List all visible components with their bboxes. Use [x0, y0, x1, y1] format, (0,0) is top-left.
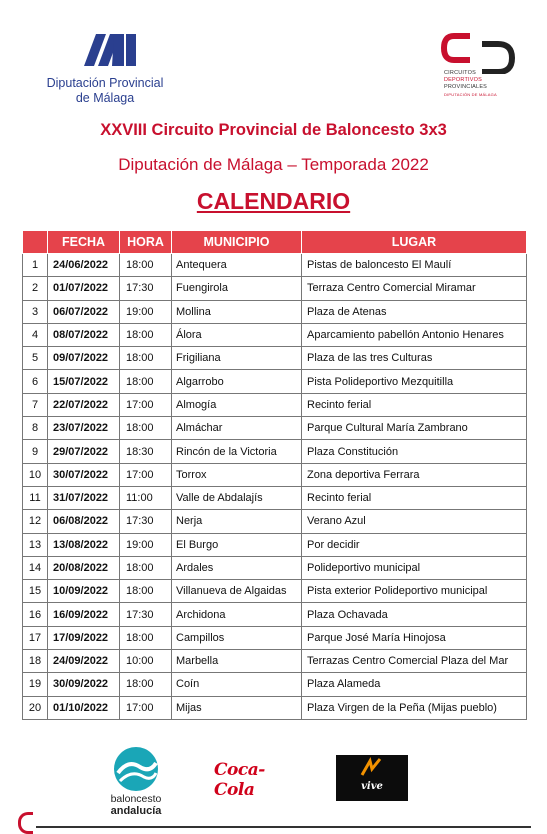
row-municipio: Almogía [172, 393, 302, 416]
row-hora: 17:00 [120, 696, 172, 719]
row-municipio: Coín [172, 673, 302, 696]
row-lugar: Polideportivo municipal [302, 556, 527, 579]
row-fecha: 01/07/2022 [48, 277, 120, 300]
row-lugar: Recinto ferial [302, 393, 527, 416]
table-row [23, 626, 527, 649]
row-hora: 17:30 [120, 277, 172, 300]
row-lugar: Pista Polideportivo Mezquitilla [302, 370, 527, 393]
table-row [23, 556, 527, 579]
row-municipio: Torrox [172, 463, 302, 486]
circuitos-line3: PROVINCIALES [444, 84, 488, 90]
row-fecha: 23/07/2022 [48, 417, 120, 440]
row-lugar: Aparcamiento pabellón Antonio Henares [302, 323, 527, 346]
row-fecha: 13/08/2022 [48, 533, 120, 556]
row-number: 5 [23, 347, 48, 370]
row-hora: 18:30 [120, 440, 172, 463]
table-row [23, 347, 527, 370]
row-lugar: Plaza Constitución [302, 440, 527, 463]
baloncesto-wave-icon [96, 745, 176, 793]
header-municipio: MUNICIPIO [172, 231, 302, 254]
row-lugar: Plaza de Atenas [302, 300, 527, 323]
row-number: 11 [23, 486, 48, 509]
row-number: 12 [23, 510, 48, 533]
header-hora: HORA [120, 231, 172, 254]
row-hora: 18:00 [120, 580, 172, 603]
diputacion-logo [40, 26, 180, 108]
row-fecha: 08/07/2022 [48, 323, 120, 346]
diputacion-logo-line2: de Málaga [75, 91, 135, 105]
row-lugar: Por decidir [302, 533, 527, 556]
row-number: 15 [23, 580, 48, 603]
row-fecha: 01/10/2022 [48, 696, 120, 719]
row-number: 14 [23, 556, 48, 579]
row-lugar: Zona deportiva Ferrara [302, 463, 527, 486]
diputacion-logo-text [40, 76, 170, 106]
row-lugar: Plaza de las tres Culturas [302, 347, 527, 370]
table-row [23, 463, 527, 486]
row-municipio: El Burgo [172, 533, 302, 556]
row-lugar: Parque Cultural María Zambrano [302, 417, 527, 440]
calendar-heading: CALENDARIO [196, 188, 351, 214]
row-municipio: Frigiliana [172, 347, 302, 370]
vive-mark-icon [336, 755, 408, 781]
row-fecha: 22/07/2022 [48, 393, 120, 416]
row-number: 4 [23, 323, 48, 346]
header-fecha: FECHA [48, 231, 120, 254]
row-number: 10 [23, 463, 48, 486]
row-hora: 17:00 [120, 463, 172, 486]
row-municipio: Mijas [172, 696, 302, 719]
header-num [23, 231, 48, 254]
row-municipio: Campillos [172, 626, 302, 649]
row-municipio: Álora [172, 323, 302, 346]
table-row [23, 440, 527, 463]
footer-rule [36, 826, 531, 828]
circuitos-line2: DEPORTIVOS [444, 77, 482, 83]
row-lugar: Pistas de baloncesto El Maulí [302, 254, 527, 277]
row-lugar: Plaza Virgen de la Peña (Mijas pueblo) [302, 696, 527, 719]
row-number: 1 [23, 254, 48, 277]
table-row [23, 417, 527, 440]
row-municipio: Archidona [172, 603, 302, 626]
row-hora: 18:00 [120, 673, 172, 696]
row-fecha: 16/09/2022 [48, 603, 120, 626]
row-hora: 17:30 [120, 510, 172, 533]
row-fecha: 20/08/2022 [48, 556, 120, 579]
footer-c-mark [18, 812, 33, 834]
row-number: 16 [23, 603, 48, 626]
row-fecha: 15/07/2022 [48, 370, 120, 393]
circuitos-cd-mark-icon [440, 30, 532, 74]
table-row [23, 370, 527, 393]
table-row [23, 533, 527, 556]
row-fecha: 29/07/2022 [48, 440, 120, 463]
row-municipio: Marbella [172, 650, 302, 673]
table-row [23, 673, 527, 696]
row-hora: 18:00 [120, 417, 172, 440]
row-fecha: 24/06/2022 [48, 254, 120, 277]
row-municipio: Mollina [172, 300, 302, 323]
vive-text: vive [361, 781, 383, 792]
diputacion-logo-line1: Diputación Provincial [46, 76, 164, 90]
table-row [23, 603, 527, 626]
circuitos-logo-text [444, 70, 497, 98]
row-municipio: Fuengirola [172, 277, 302, 300]
table-row [23, 254, 527, 277]
row-municipio: Nerja [172, 510, 302, 533]
row-fecha: 09/07/2022 [48, 347, 120, 370]
row-fecha: 30/07/2022 [48, 463, 120, 486]
row-lugar: Plaza Ochavada [302, 603, 527, 626]
row-number: 2 [23, 277, 48, 300]
table-row [23, 393, 527, 416]
table-header-row [23, 231, 527, 254]
row-lugar: Terrazas Centro Comercial Plaza del Mar [302, 650, 527, 673]
row-number: 3 [23, 300, 48, 323]
circuitos-line4: DIPUTACIÓN DE MÁLAGA [444, 92, 497, 97]
row-hora: 11:00 [120, 486, 172, 509]
row-number: 20 [23, 696, 48, 719]
vive-logo [336, 755, 408, 801]
tournament-title: XXVIII Circuito Provincial de Baloncesto 3x3 [100, 121, 447, 139]
table-row [23, 696, 527, 719]
baloncesto-line2: andalucía [110, 805, 162, 817]
row-number: 19 [23, 673, 48, 696]
row-lugar: Plaza Alameda [302, 673, 527, 696]
row-hora: 18:00 [120, 323, 172, 346]
row-lugar: Verano Azul [302, 510, 527, 533]
row-lugar: Pista exterior Polideportivo municipal [302, 580, 527, 603]
row-number: 17 [23, 626, 48, 649]
season-subtitle: Diputación de Málaga – Temporada 2022 [118, 155, 429, 174]
row-number: 13 [23, 533, 48, 556]
row-municipio: Ardales [172, 556, 302, 579]
row-fecha: 06/07/2022 [48, 300, 120, 323]
table-row [23, 323, 527, 346]
row-hora: 18:00 [120, 556, 172, 579]
row-hora: 18:00 [120, 370, 172, 393]
circuitos-deportivos-logo [440, 30, 532, 108]
row-hora: 19:00 [120, 300, 172, 323]
row-hora: 18:00 [120, 347, 172, 370]
row-hora: 18:00 [120, 626, 172, 649]
table-row [23, 510, 527, 533]
row-lugar: Parque José María Hinojosa [302, 626, 527, 649]
row-municipio: Antequera [172, 254, 302, 277]
row-hora: 10:00 [120, 650, 172, 673]
row-fecha: 06/08/2022 [48, 510, 120, 533]
diputacion-mark-icon [40, 26, 170, 76]
row-hora: 17:00 [120, 393, 172, 416]
row-municipio: Almáchar [172, 417, 302, 440]
row-fecha: 10/09/2022 [48, 580, 120, 603]
row-lugar: Recinto ferial [302, 486, 527, 509]
calendar-table [22, 230, 527, 720]
row-number: 6 [23, 370, 48, 393]
table-row [23, 650, 527, 673]
baloncesto-andalucia-logo [96, 745, 176, 819]
coca-cola-logo: Coca-Cola [214, 760, 265, 800]
row-number: 8 [23, 417, 48, 440]
row-fecha: 17/09/2022 [48, 626, 120, 649]
baloncesto-line1: baloncesto [110, 793, 162, 805]
header-lugar: LUGAR [302, 231, 527, 254]
table-row [23, 300, 527, 323]
row-municipio: Algarrobo [172, 370, 302, 393]
row-fecha: 24/09/2022 [48, 650, 120, 673]
circuitos-line1: CIRCUITOS [444, 70, 476, 76]
table-row [23, 486, 527, 509]
row-municipio: Villanueva de Algaidas [172, 580, 302, 603]
table-row [23, 277, 527, 300]
row-fecha: 31/07/2022 [48, 486, 120, 509]
row-fecha: 30/09/2022 [48, 673, 120, 696]
row-hora: 18:00 [120, 254, 172, 277]
row-hora: 19:00 [120, 533, 172, 556]
row-municipio: Valle de Abdalajís [172, 486, 302, 509]
row-number: 7 [23, 393, 48, 416]
row-hora: 17:30 [120, 603, 172, 626]
row-municipio: Rincón de la Victoria [172, 440, 302, 463]
table-row [23, 580, 527, 603]
row-number: 9 [23, 440, 48, 463]
row-lugar: Terraza Centro Comercial Miramar [302, 277, 527, 300]
row-number: 18 [23, 650, 48, 673]
